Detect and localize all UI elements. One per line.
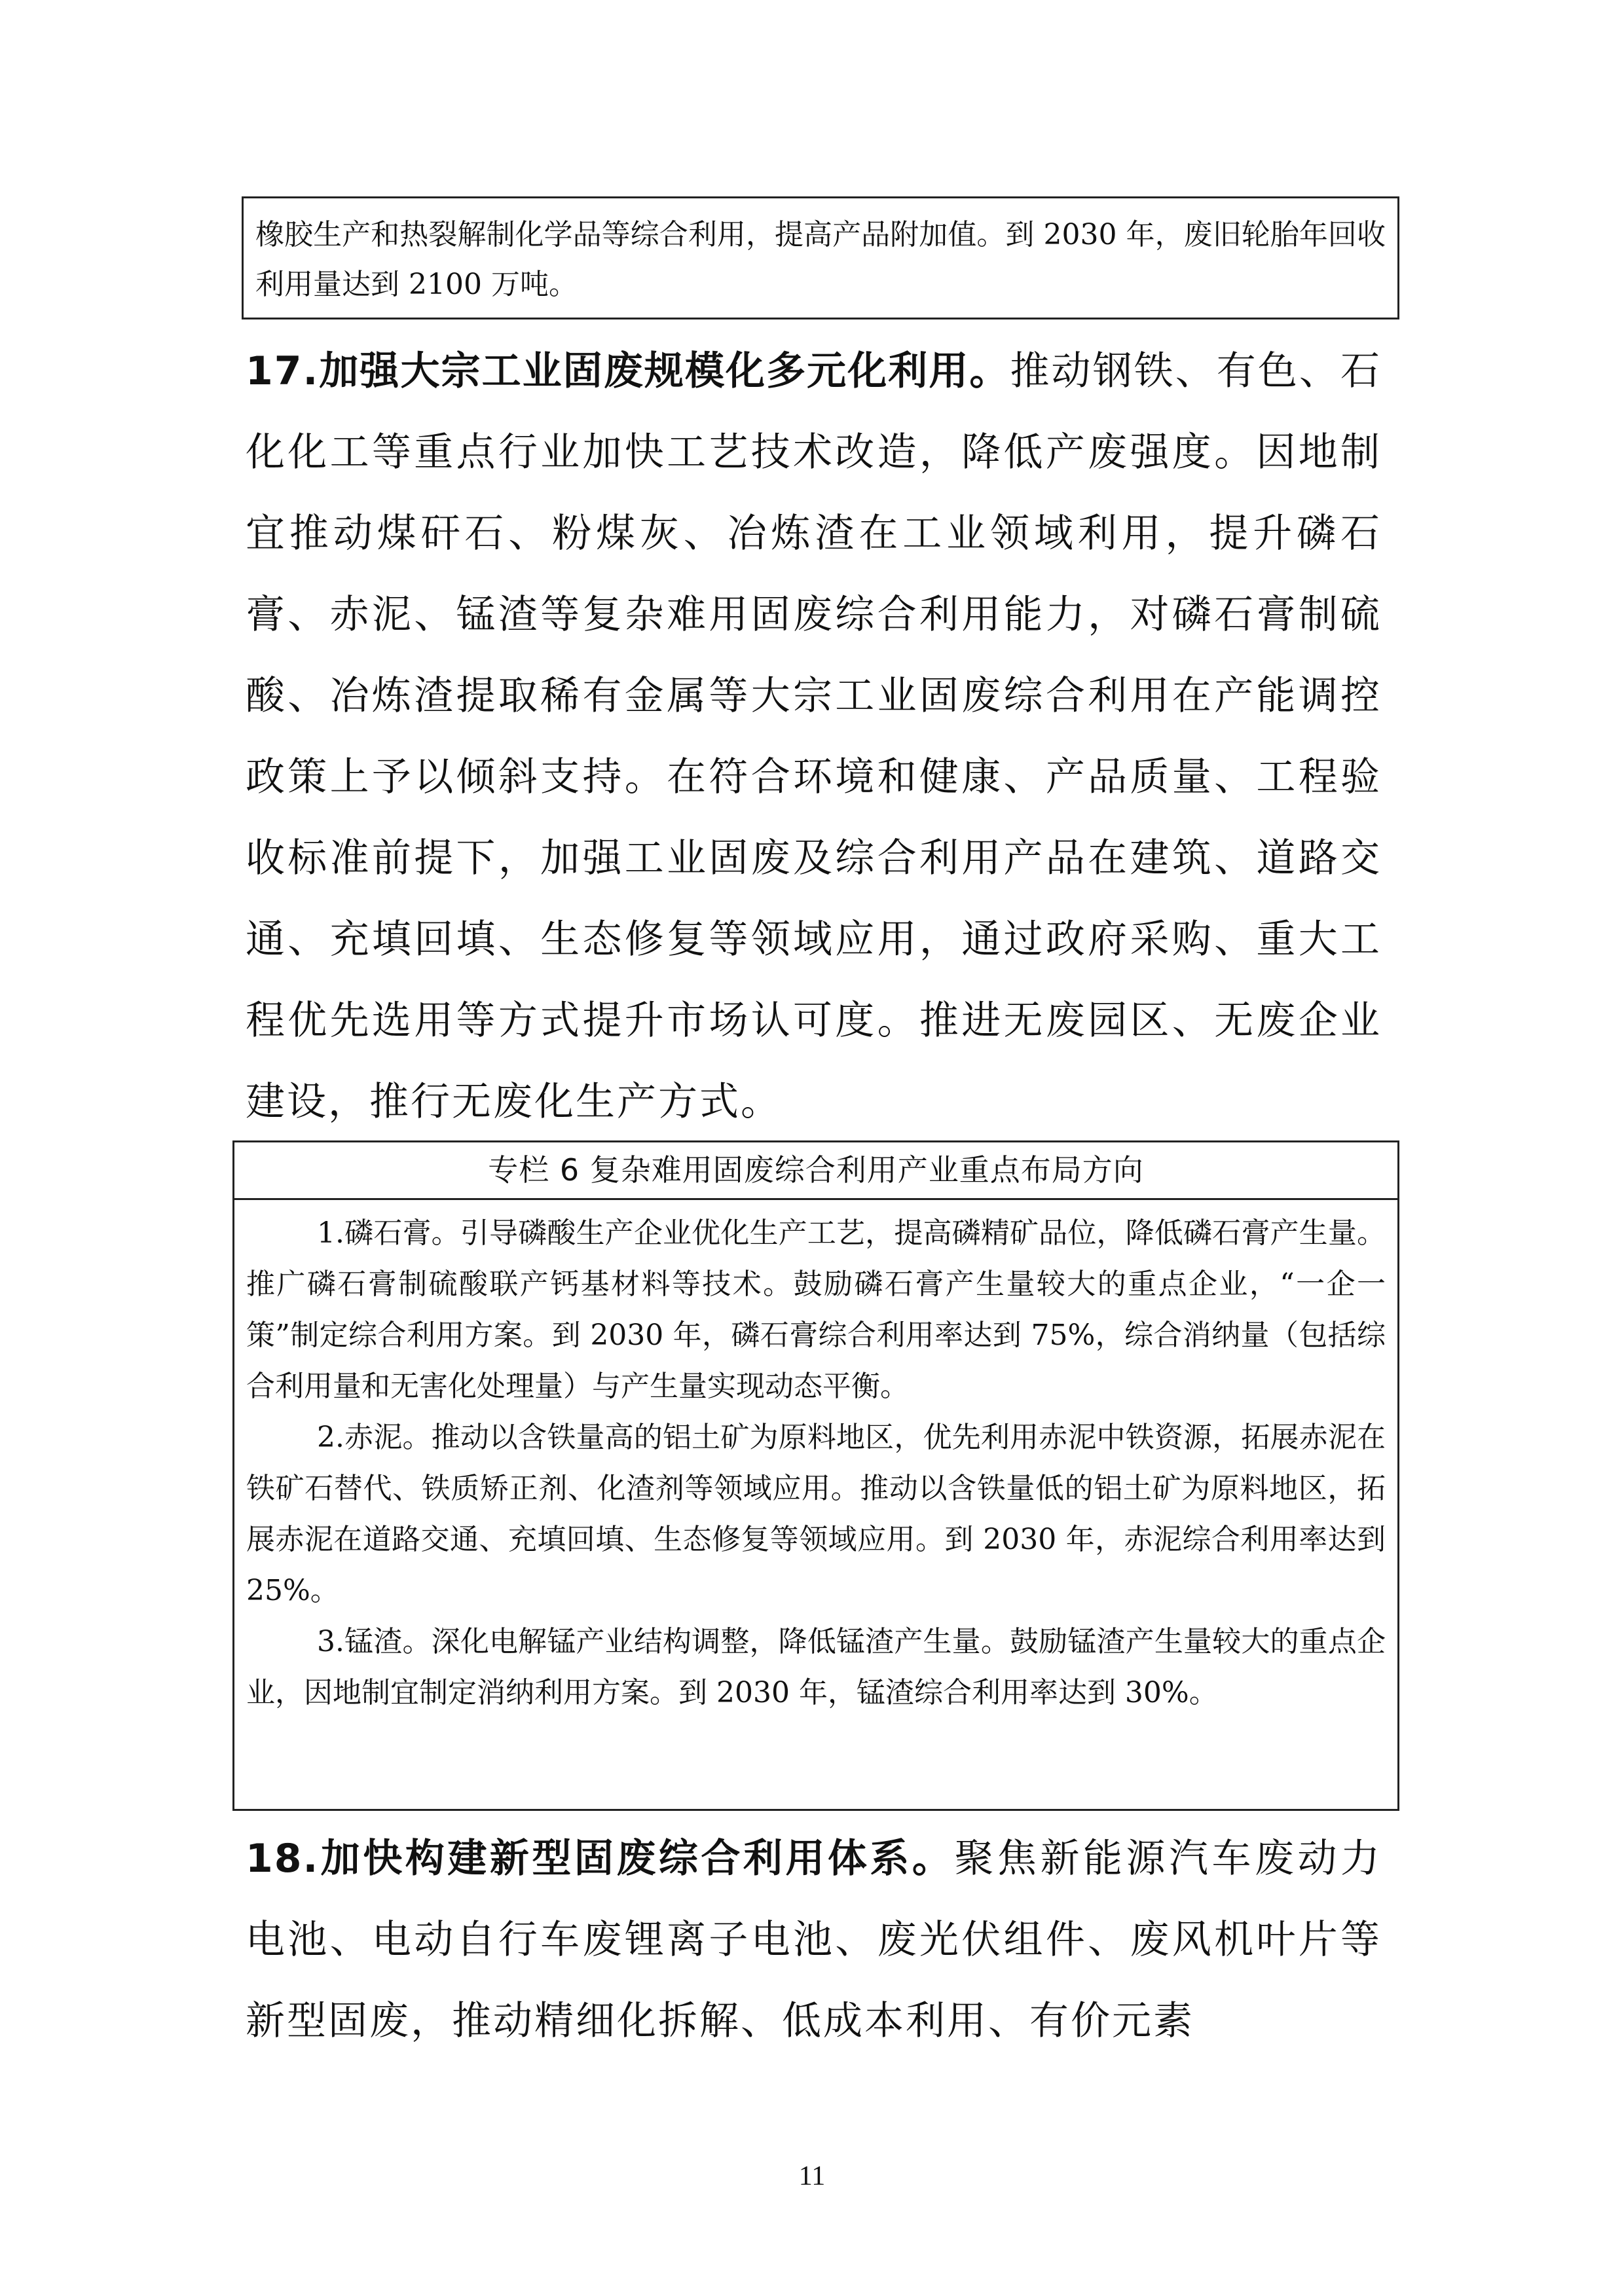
feature-column-panel <box>232 1140 1399 1811</box>
section-17-heading: 17.加强大宗工业固废规模化多元化利用。 <box>246 348 1010 394</box>
continued-text-box <box>242 196 1399 319</box>
section-18-paragraph <box>246 1818 1382 2062</box>
panel-item-manganese-slag: 3.锰渣。深化电解锰产业结构调整，降低锰渣产生量。鼓励锰渣产生量较大的重点企业，因地制宜制定消纳利用方案。到 2030 年，锰渣综合利用率达到 30%。 <box>246 1625 1386 1709</box>
panel-title: 专栏 6 复杂难用固废综合利用产业重点布局方向 <box>234 1142 1397 1200</box>
section-18-heading: 18.加快构建新型固废综合利用体系。 <box>246 1836 955 1882</box>
panel-body <box>234 1200 1397 1719</box>
section-17-paragraph <box>246 331 1382 1142</box>
section-18-body: 聚焦新能源汽车废动力电池、电动自行车废锂离子电池、废光伏组件、废风机叶片等新型固废，推动精细化拆解、低成本利用、有价元素 <box>246 1836 1382 2044</box>
panel-item-phosphogypsum: 1.磷石膏。引导磷酸生产企业优化生产工艺，提高磷精矿品位，降低磷石膏产生量。推广磷石膏制硫酸联产钙基材料等技术。鼓励磷石膏产生量较大的重点企业，“一企一策”制定综合利用方案。到 2030 年，磷石膏综合利用率达到 75%，综合消纳量（包括综合利用量和无害化处理量）与产生量实现动态平衡。 <box>246 1216 1386 1403</box>
continued-box-text: 橡胶生产和热裂解制化学品等综合利用，提高产品附加值。到 2030 年，废旧轮胎年回收利用量达到 2100 万吨。 <box>255 218 1386 301</box>
panel-item-red-mud: 2.赤泥。推动以含铁量高的铝土矿为原料地区，优先利用赤泥中铁资源，拓展赤泥在铁矿石替代、铁质矫正剂、化渣剂等领域应用。推动以含铁量低的铝土矿为原料地区，拓展赤泥在道路交通、充填回填、生态修复等领域应用。到 2030 年，赤泥综合利用率达到 25%。 <box>246 1421 1386 1607</box>
page-number: 11 <box>798 2161 826 2191</box>
section-17-body: 推动钢铁、有色、石化化工等重点行业加快工艺技术改造，降低产废强度。因地制宜推动煤矸石、粉煤灰、冶炼渣在工业领域利用，提升磷石膏、赤泥、锰渣等复杂难用固废综合利用能力，对磷石膏制硫酸、冶炼渣提取稀有金属等大宗工业固废综合利用在产能调控政策上予以倾斜支持。在符合环境和健康、产品质量、工程验收标准前提下，加强工业固废及综合利用产品在建筑、道路交通、充填回填、生态修复等领域应用，通过政府采购、重大工程优先选用等方式提升市场认可度。推进无废园区、无废企业建设，推行无废化生产方式。 <box>246 348 1382 1125</box>
